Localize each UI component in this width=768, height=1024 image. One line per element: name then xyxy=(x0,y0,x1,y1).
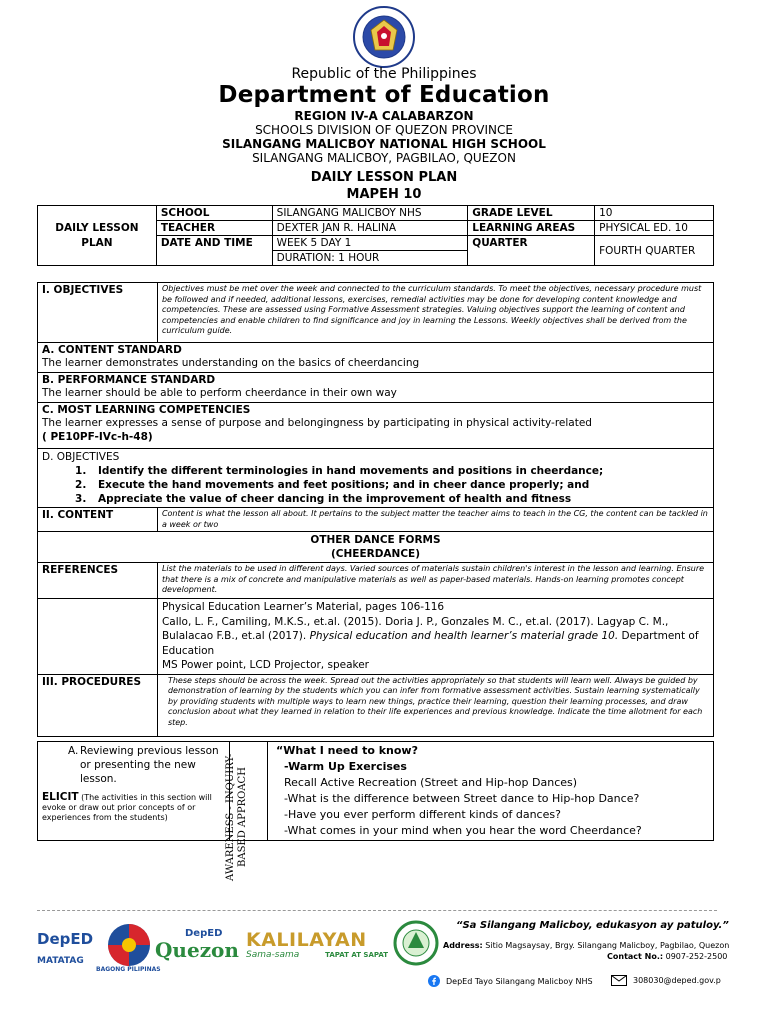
procedure-label: Reviewing previous lesson or presenting the new lesson. xyxy=(80,745,219,785)
procedure-a-section xyxy=(37,741,714,841)
objective-item: 3. Appreciate the value of cheer dancing in the improvement of health and fitness xyxy=(90,492,709,506)
contact-label: Contact No.: xyxy=(607,952,664,961)
topic-line2: (CHEERDANCE) xyxy=(330,548,421,560)
quarter-value: FOURTH QUARTER xyxy=(595,236,714,266)
header-school: SILANGANG MALICBOY NATIONAL HIGH SCHOOL xyxy=(222,137,546,151)
mail-icon xyxy=(611,975,627,986)
objective-item: 2. Execute the hand movements and feet positions; and in cheer dance properly; and xyxy=(90,478,709,492)
areas-value: PHYSICAL ED. 10 xyxy=(595,221,714,236)
email-address: 308030@deped.gov.p xyxy=(633,976,721,985)
footer-address xyxy=(443,941,729,950)
teacher-value: DEXTER JAN R. HALINA xyxy=(272,221,468,236)
references-label: REFERENCES xyxy=(38,563,158,599)
header-department: Department of Education xyxy=(218,82,550,108)
kalilayan-sub-text: Sama-sama xyxy=(246,950,300,960)
topic-line1: OTHER DANCE FORMS xyxy=(310,534,441,546)
procedures-note: These steps should be across the week. Spread out the activities appropriately so that students will learn well. Always be guided by demonstration of learning by the students which you can infer from formative assessment activities. Sustain learning systematically by providing students with multiple ways to learn new things, practice their learning, question their learning processes, and draw conclusion about what they learned in relation to their life experiences and previous knowledge. Indicate the time allotment for each step. xyxy=(157,674,713,736)
deped-quezon-top-text: DepED xyxy=(185,928,223,939)
facebook-page-name: DepEd Tayo Silangang Malicboy NHS xyxy=(446,976,593,986)
matatag-logo-text: MATATAG xyxy=(37,956,84,966)
mlc-code: ( PE10PF-IVc-h-48) xyxy=(42,431,153,443)
approach-vertical-label: AWARENESS - INQUIRY-BASED APPROACH xyxy=(225,753,248,882)
kalilayan-logo-text: KALILAYAN xyxy=(246,929,367,951)
header-division: SCHOOLS DIVISION OF QUEZON PROVINCE xyxy=(255,123,513,137)
objectives-note: Objectives must be met over the week and connected to the curriculum standards. To meet the objectives, necessary procedure must be followed and if needed, additional lessons, exercises, remedial activities may be done for developing content knowledge and competencies. These are assessed using Formative Assessment strategies. Valuing objectives support the learning of content and competencies and enable children to find significance and joy in learning the Lessons. Weekly objectives shall be derived from the curriculum guide. xyxy=(157,283,713,343)
elicit-note: (The activities in this section will evoke or draw out prior concepts of or experiences from the students) xyxy=(42,793,212,822)
objective-item: 1. Identify the different terminologies in hand movements and positions in cheerdance; xyxy=(90,464,709,478)
grade-label: GRADE LEVEL xyxy=(468,206,595,221)
address-value: Sitio Magsaysay, Brgy. Silangang Malicboy, Pagbilao, Quezon xyxy=(485,941,730,950)
objectives-label: I. OBJECTIVES xyxy=(38,283,158,343)
header-republic: Republic of the Philippines xyxy=(291,66,477,82)
elicit-word: ELICIT xyxy=(42,791,79,803)
performance-standard-text: The learner should be able to perform cheerdance in their own way xyxy=(42,387,397,399)
deped-seal-logo xyxy=(353,6,415,68)
content-standard-text: The learner demonstrates understanding on the basics of cheerdancing xyxy=(42,357,420,369)
quezon-logo-text: Quezon xyxy=(155,938,239,962)
school-motto: “Sa Silangang Malicboy, edukasyon ay patuloy.” xyxy=(456,920,729,931)
procedure-line: -What is the difference between Street dance to Hip-hop Dance? xyxy=(284,792,640,805)
d-objectives-label: D. OBJECTIVES xyxy=(42,451,120,463)
quarter-label: QUARTER xyxy=(468,236,595,266)
duration-value: DURATION: 1 HOUR xyxy=(272,251,468,266)
reference-authors: Callo, L. F., Camiling, M.K.S., et.al. (2015). Doria J. P., Gonzales M. C., et.al. (2017). Lagyap C. M., Bulalacao F.B., et.al (2017). xyxy=(161,615,669,642)
mlc-label: C. MOST LEARNING COMPETENCIES xyxy=(42,404,251,416)
kalilayan-logo xyxy=(246,930,388,970)
mlc-text: The learner expresses a sense of purpose and belongingness by participating in physical activity-related xyxy=(42,417,592,429)
reference-title: Physical education and health learner’s material grade 10. xyxy=(309,630,619,642)
references-note: List the materials to be used in different days. Varied sources of materials sustain children's interest in the lesson and learning. Ensure that there is a mix of concrete and manipulative materials as well as paper-based materials. Hands-on learning promotes concept development. xyxy=(157,563,713,599)
procedure-line: -What comes in your mind when you hear the word Cheerdance? xyxy=(284,824,642,837)
email-link[interactable] xyxy=(611,975,721,986)
performance-standard-label: B. PERFORMANCE STANDARD xyxy=(42,374,216,386)
procedures-label: III. PROCEDURES xyxy=(38,674,158,736)
areas-label: LEARNING AREAS xyxy=(468,221,595,236)
subject-title: MAPEH 10 xyxy=(346,187,422,202)
grade-value: 10 xyxy=(595,206,714,221)
facebook-link[interactable] xyxy=(428,975,593,987)
kalilayan-tag-text: TAPAT AT SAPAT xyxy=(325,951,388,959)
content-standard-label: A. CONTENT STANDARD xyxy=(42,344,182,356)
procedure-line: -Have you ever perform different kinds of dances? xyxy=(284,808,561,821)
procedure-letter: A. xyxy=(68,745,79,757)
deped-logo-text: DepED xyxy=(37,930,94,948)
objectives-list xyxy=(42,464,709,506)
school-label: SCHOOL xyxy=(156,206,272,221)
procedure-line: Recall Active Recreation (Street and Hip-hop Dances) xyxy=(284,776,578,789)
lesson-plan-table xyxy=(37,282,714,737)
address-label: Address: xyxy=(443,941,483,950)
school-value: SILANGANG MALICBOY NHS xyxy=(272,206,468,221)
school-seal-icon xyxy=(393,920,439,966)
reference-line3: MS Power point, LCD Projector, speaker xyxy=(161,659,369,671)
contact-value: 0907-252-2500 xyxy=(665,952,728,961)
deped-matatag-logo xyxy=(37,930,99,974)
bagong-pilipinas-text: BAGONG PILIPINAS xyxy=(96,966,161,973)
dlp-label: DAILY LESSON PLAN xyxy=(38,206,157,266)
footer-divider xyxy=(37,910,717,911)
lesson-info-table xyxy=(37,205,714,266)
date-value: WEEK 5 DAY 1 xyxy=(272,236,468,251)
procedure-line: “What I need to know? xyxy=(276,744,418,757)
header-region: REGION IV-A CALABARZON xyxy=(294,109,474,123)
procedure-line: -Warm Up Exercises xyxy=(284,760,407,773)
header-address: SILANGANG MALICBOY, PAGBILAO, QUEZON xyxy=(252,151,516,165)
reference-line1: Physical Education Learner’s Material, pages 106-116 xyxy=(161,601,445,613)
reference-publisher: Department of Education xyxy=(161,630,699,657)
bagong-pilipinas-emblem-icon xyxy=(106,922,152,968)
teacher-label: TEACHER xyxy=(156,221,272,236)
facebook-icon xyxy=(428,975,440,987)
date-label: DATE AND TIME xyxy=(156,236,272,266)
deped-quezon-logo xyxy=(155,928,241,972)
content-label: II. CONTENT xyxy=(38,508,158,532)
footer-contact xyxy=(607,952,727,961)
content-note: Content is what the lesson all about. It pertains to the subject matter the teacher aims to teach in the CG, the content can be tackled in a week or two xyxy=(157,508,713,532)
document-title: DAILY LESSON PLAN xyxy=(310,170,458,185)
